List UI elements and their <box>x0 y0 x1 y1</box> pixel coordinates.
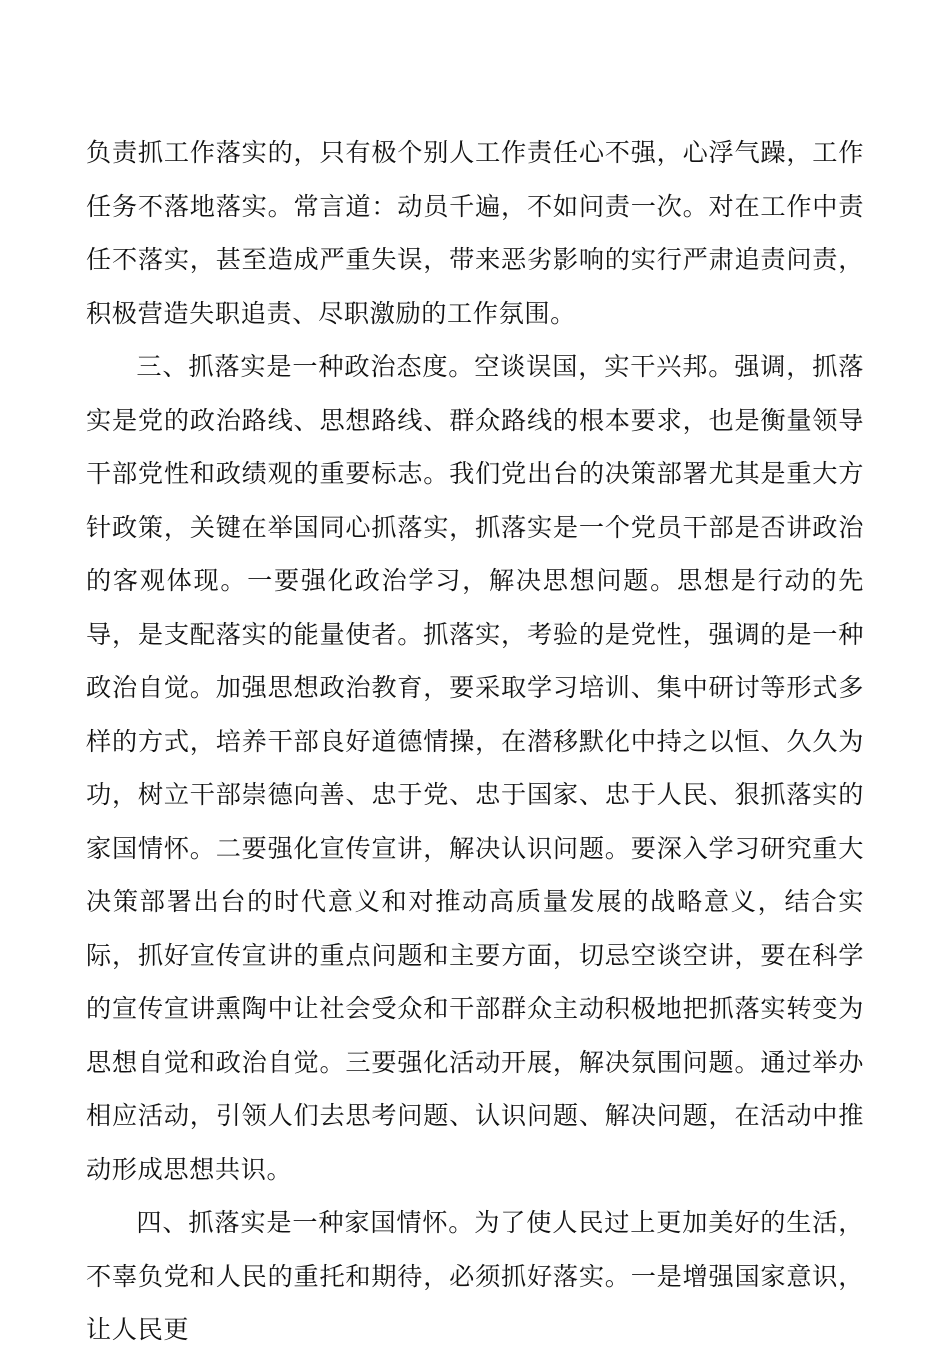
paragraph-section-four: 四、抓落实是一种家国情怀。为了使人民过上更加美好的生活，不辜负党和人民的重托和期待，必须抓好落实。一是增强国家意识，让人民更 <box>86 1208 864 1344</box>
paragraph-continuation: 负责抓工作落实的，只有极个别人工作责任心不强，心浮气躁，工作任务不落地落实。常言道：动员千遍，不如问责一次。对在工作中责任不落实，甚至造成严重失误，带来恶劣影响的实行严肃追责问责，积极营造失职追责、尽职激励的工作氛围。 <box>86 138 864 328</box>
paragraph-section-three: 三、抓落实是一种政治态度。空谈误国，实干兴邦。强调，抓落实是党的政治路线、思想路线、群众路线的根本要求，也是衡量领导干部党性和政绩观的重要标志。我们党出台的决策部署尤其是重大方针政策，关键在举国同心抓落实，抓落实是一个党员干部是否讲政治的客观体现。一要强化政治学习，解决思想问题。思想是行动的先导，是支配落实的能量使者。抓落实，考验的是党性，强调的是一种政治自觉。加强思想政治教育，要采取学习培训、集中研讨等形式多样的方式，培养干部良好道德情操，在潜移默化中持之以恒、久久为功，树立干部崇德向善、忠于党、忠于国家、忠于人民、狠抓落实的家国情怀。二要强化宣传宣讲，解决认识问题。要深入学习研究重大决策部署出台的时代意义和对推动高质量发展的战略意义，结合实际，抓好宣传宣讲的重点问题和主要方面，切忌空谈空讲，要在科学的宣传宣讲熏陶中让社会受众和干部群众主动积极地把抓落实转变为思想自觉和政治自觉。三要强化活动开展，解决氛围问题。通过举办相应活动，引领人们去思考问题、认识问题、解决问题，在活动中推动形成思想共识。 <box>86 352 864 1184</box>
document-body <box>86 126 864 1357</box>
